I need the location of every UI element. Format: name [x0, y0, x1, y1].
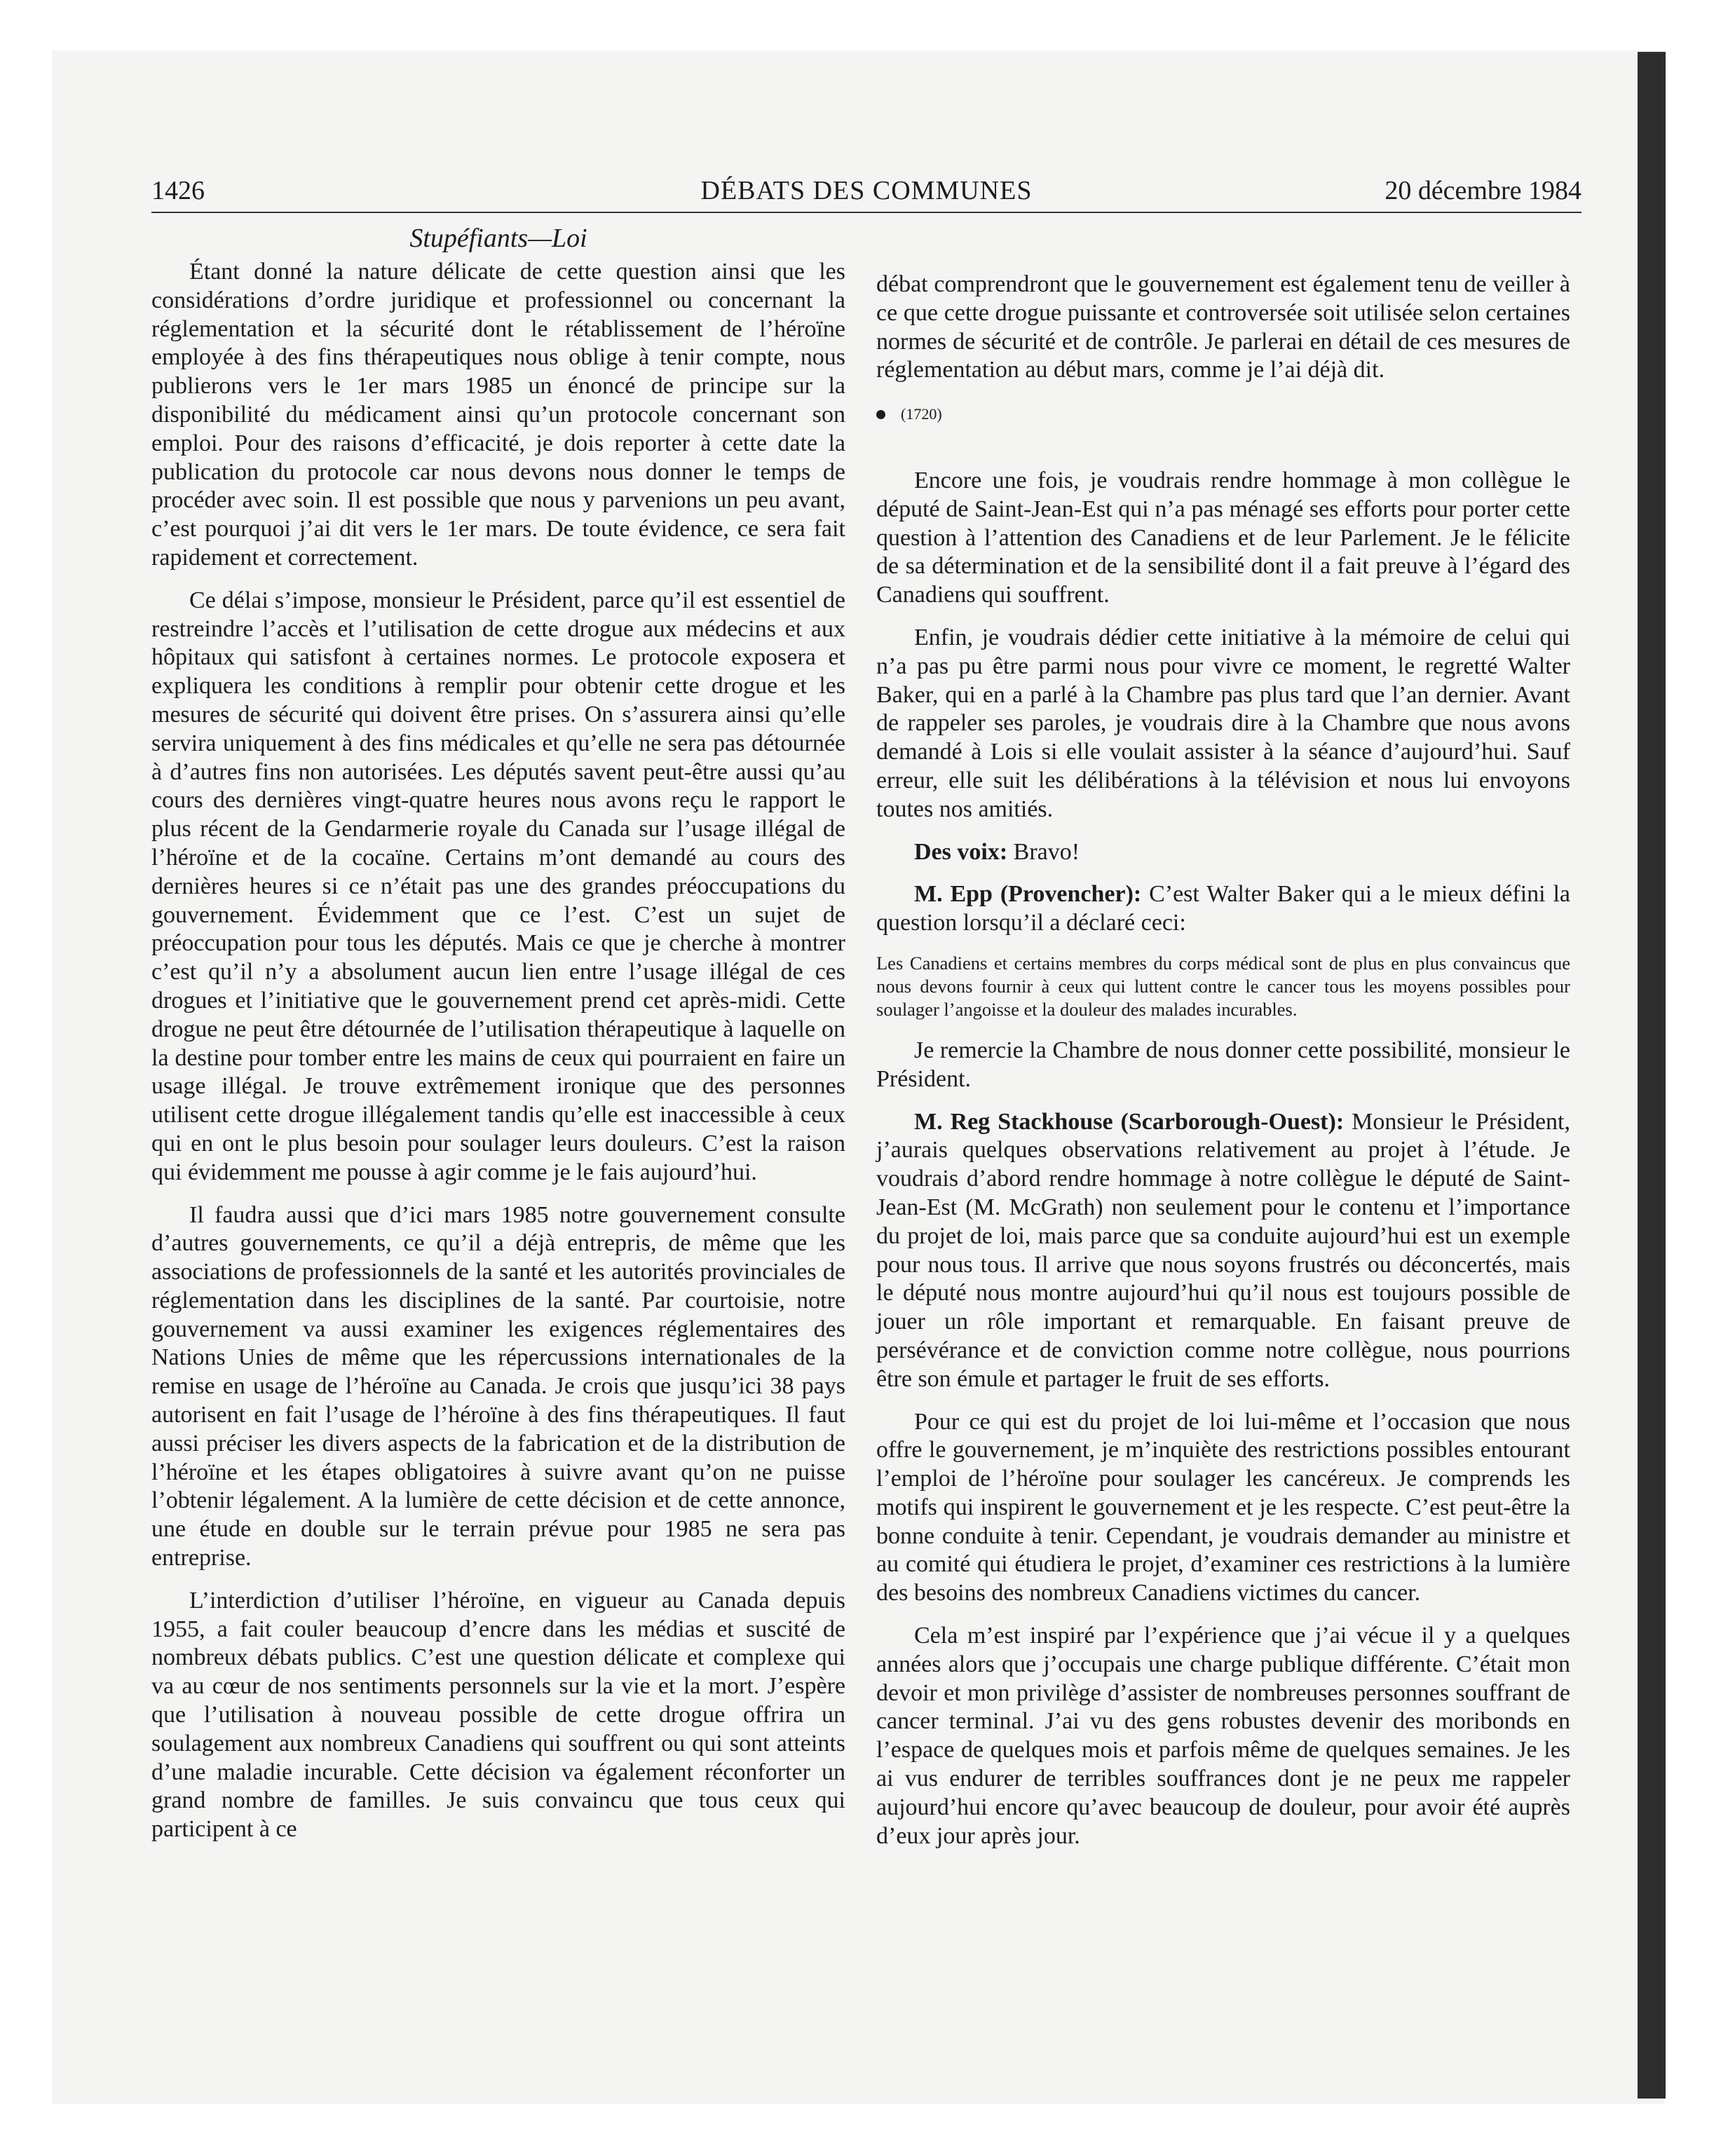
binding-edge	[1638, 52, 1666, 2099]
quotation: Les Canadiens et certains membres du corps médical sont de plus en plus convaincus que nous devons fournir à ceux qui luttent contre le cancer tous les moyens possibles pour soulager l’angoisse et la douleur des malades incurables.	[876, 952, 1570, 1020]
page-number: 1426	[151, 176, 205, 205]
paragraph: débat comprendront que le gouvernement est également tenu de veiller à ce que cette drogue puissante et controversée soit utilisée selon certaines normes de sécurité et de contrôle. Je parlerai en détail de ces mesures de réglementation au début mars, comme je l’ai déjà dit.	[876, 271, 1570, 383]
speaker-name: M. Reg Stackhouse (Scarborough-Ouest):	[914, 1108, 1345, 1135]
speech-text: Bravo!	[1007, 838, 1080, 865]
paragraph: Encore une fois, je voudrais rendre hommage à mon collègue le député de Saint-Jean-Est qui n’a pas ménagé ses efforts pour porter cette question à l’attention des Canadiens et de leur Parlement. Je le félicite de sa détermination et de la sensibilité dont il a fait preuve à l’égard des Canadiens qui souffrent.	[876, 467, 1570, 608]
time-marker	[876, 400, 1570, 429]
paragraph: Enfin, je voudrais dédier cette initiative à la mémoire de celui qui n’a pas pu être parmi nous pour vivre ce moment, le regretté Walter Baker, qui en a parlé à la Chambre pas plus tard que l’an dernier. Avant de rappeler ses paroles, je voudrais dire à la Chambre que nous avons demandé à Lois si elle voulait assister à la séance d’aujourd’hui. Sauf erreur, elle suit les délibérations à la télévision et nous lui envoyons toutes nos amitiés.	[876, 624, 1570, 822]
paragraph: Je remercie la Chambre de nous donner cette possibilité, monsieur le Président.	[876, 1037, 1570, 1092]
paragraph: Il faudra aussi que d’ici mars 1985 notre gouvernement consulte d’autres gouvernements, ce qu’il a déjà entrepris, de même que les associations de professionnels de la santé et les autorités provinciales de réglementation dans les disciplines de la santé. Par courtoisie, notre gouvernement va aussi examiner les exigences réglementaires des Nations Unies de même que les répercussions internationales de la remise en usage de l’héroïne au Canada. Je crois que jusqu’ici 38 pays autorisent en fait l’usage de l’héroïne à des fins thérapeutiques. Il faut aussi préciser les divers aspects de la fabrication et de la distribution de l’héroïne et les étapes obligatoires à suivre avant qu’on ne puisse l’obtenir légalement. A la lumière de cette décision et de cette annonce, une étude en double sur le terrain prévue pour 1985 ne sera pas entreprise.	[151, 1201, 845, 1571]
speaker-name: Des voix:	[914, 838, 1008, 865]
page-header	[151, 175, 1581, 213]
speech-voices	[876, 838, 1570, 867]
time-marker-label: (1720)	[901, 405, 942, 423]
section-title: Stupéfiants—Loi	[409, 224, 587, 253]
speech-text: Monsieur le Président, j’aurais quelques observations relativement au projet à l’étude. Je voudrais d’abord rendre hommage à notre collègue le député de Saint-Jean-Est (M. McGrath) non seulement pour le contenu et l’importance du projet de loi, mais parce que sa conduite aujourd’hui est un exemple pour nous tous. Il arrive que nous soyons frustrés ou déconcertés, mais le député nous montre aujourd’hui qu’il nous est toujours possible de jouer un rôle important et remarquable. En faisant preuve de persévérance et de conviction comme notre collègue, nous pourrions être son émule et partager le fruit de ses efforts.	[876, 1108, 1570, 1392]
speaker-name: M. Epp (Provencher):	[914, 881, 1142, 908]
speech-text: C’est Walter Baker qui a le mieux défini la question lorsqu’il a déclaré ceci:	[876, 881, 1570, 936]
speech-epp	[876, 880, 1570, 938]
bullet-icon	[876, 410, 885, 419]
left-column	[151, 258, 845, 1858]
right-column	[876, 271, 1570, 1864]
publication-title: DÉBATS DES COMMUNES	[700, 176, 1033, 205]
speech-stackhouse	[876, 1108, 1570, 1394]
paragraph: Ce délai s’impose, monsieur le Président, parce qu’il est essentiel de restreindre l’accès et l’utilisation de cette drogue aux médecins et aux hôpitaux qui satisfont à certaines normes. Le protocole exposera et expliquera les conditions à remplir pour obtenir cette drogue et les mesures de sécurité qui doivent être prises. On s’assurera ainsi qu’elle servira uniquement à des fins médicales et qu’elle ne sera pas détournée à d’autres fins non autorisées. Les députés savent peut-être aussi qu’au cours des dernières vingt-quatre heures nous avons reçu le rapport le plus récent de la Gendarmerie royale du Canada sur l’usage illégal de l’héroïne et de la cocaïne. Certains m’ont demandé au cours des dernières heures si ce n’était pas une des grandes préoccupations du gouvernement. Évidemment que ce l’est. C’est un sujet de préoccupation pour tous les députés. Mais ce que je cherche à montrer c’est qu’il n’y a absolument aucun lien entre l’usage illégal de ces drogues et l’initiative que le gouvernement prend cet après-midi. Cette drogue ne peut être détournée de l’utilisation thérapeutique à laquelle on la destine pour tomber entre les mains de ceux qui pourraient en faire un usage illégal. Je trouve extrêmement ironique que des personnes utilisent cette drogue illégalement tandis qu’elle est inaccessible à ceux qui en ont le plus besoin pour soulager leurs douleurs. C’est la raison qui évidemment me pousse à agir comme je le fais aujourd’hui.	[151, 587, 845, 1185]
paragraph: L’interdiction d’utiliser l’héroïne, en vigueur au Canada depuis 1955, a fait couler beaucoup d’encre dans les médias et suscité de nombreux débats publics. C’est une question délicate et complexe qui va au cœur de nos sentiments personnels sur la vie et la mort. J’espère que l’utilisation à nouveau possible de cette drogue offrira un soulagement aux nombreux Canadiens qui souffrent ou qui sont atteints d’une maladie incurable. Cette décision va également réconforter un grand nombre de familles. Je suis convaincu que tous ceux qui participent à ce	[151, 1587, 845, 1843]
paragraph: Étant donné la nature délicate de cette question ainsi que les considérations d’ordre juridique et professionnel ou concernant la réglementation et la sécurité dont le rétablissement de l’héroïne employée à des fins thérapeutiques nous oblige à tenir compte, nous publierons vers le 1er mars 1985 un énoncé de principe sur la disponibilité du médicament ainsi qu’un protocole concernant son emploi. Pour des raisons d’efficacité, je dois reporter à cette date la publication du protocole car nous devons nous donner le temps de procéder avec soin. Il est possible que nous y parvenions un peu avant, c’est pourquoi j’ai dit vers le 1er mars. De toute évidence, ce sera fait rapidement et correctement.	[151, 259, 845, 571]
paragraph: Pour ce qui est du projet de loi lui-même et l’occasion que nous offre le gouvernement, je m’inquiète des restrictions possibles entourant l’emploi de l’héroïne pour soulager les cancéreux. Je comprends les motifs qui inspirent le gouvernement et je les respecte. C’est peut-être la bonne conduite à tenir. Cependant, je voudrais demander au ministre et au comité qui étudiera le projet, d’examiner ces restrictions à la lumière des besoins des nombreux Canadiens victimes du cancer.	[876, 1408, 1570, 1606]
issue-date: 20 décembre 1984	[1384, 176, 1581, 205]
paragraph: Cela m’est inspiré par l’expérience que j’ai vécue il y a quelques années alors que j’occupais une charge publique différente. C’était mon devoir et mon privilège d’assister de nombreuses personnes souffrant de cancer terminal. J’ai vu des gens robustes devenir des moribonds en l’espace de quelques mois et parfois même de quelques semaines. Je les ai vus endurer de terribles souffrances dont je ne peux me rappeler aujourd’hui encore qu’avec beaucoup de douleur, pour avoir été auprès d’eux jour après jour.	[876, 1623, 1570, 1849]
